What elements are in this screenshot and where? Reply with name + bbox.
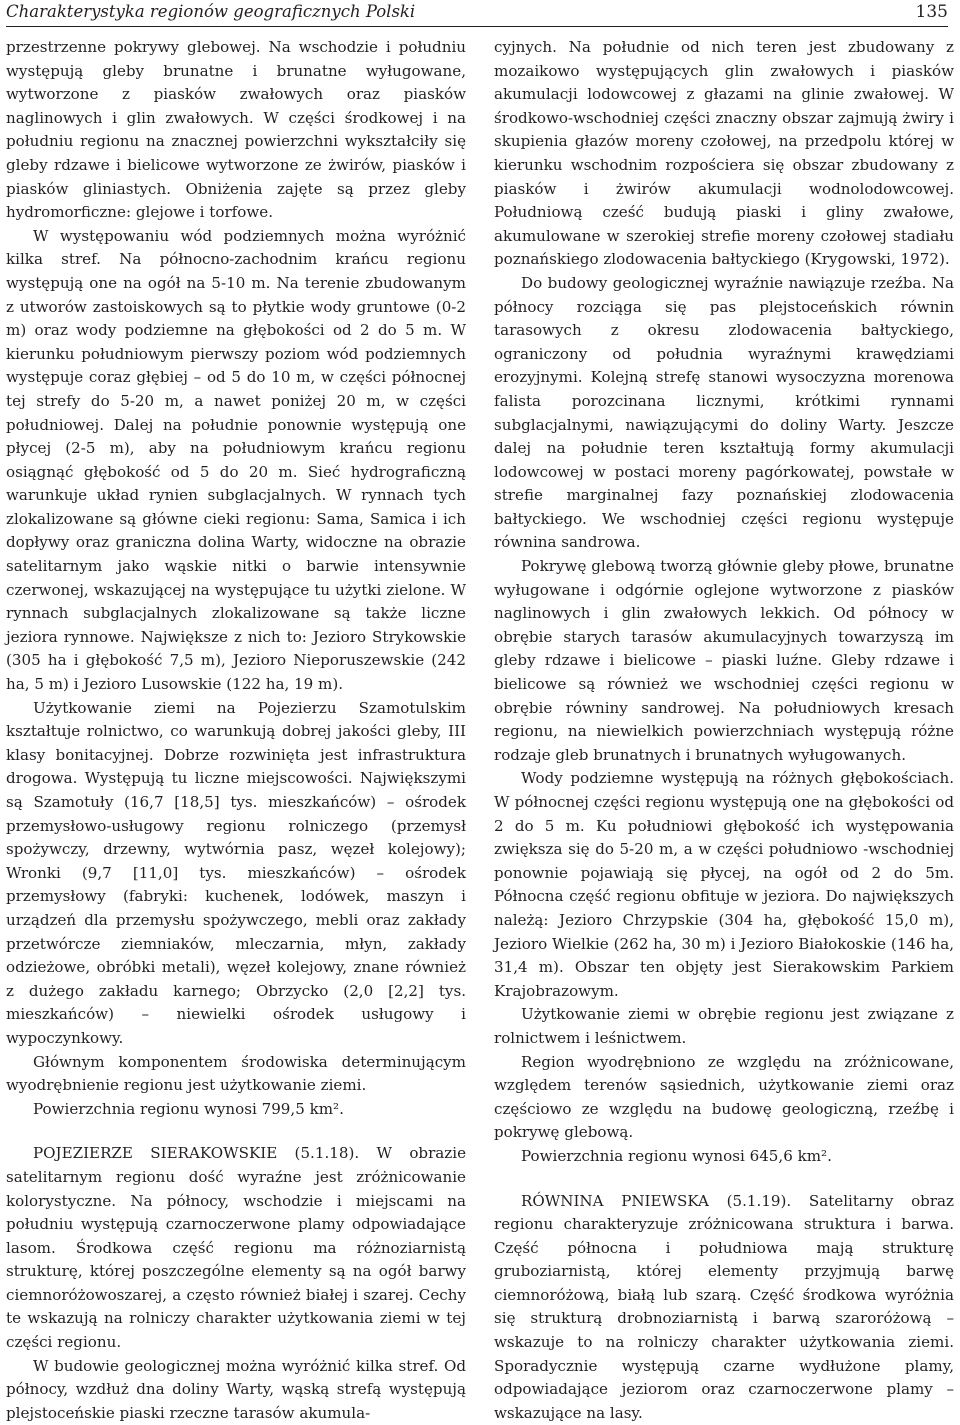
paragraph: Do budowy geologicznej wyraźnie nawiązuje rzeźba. Na północy rozciąga się pas plejstoceńskich równin tarasowych z okresu zlodowacenia bałtyckiego, ograniczony od południa wyraźnymi krawędziami erozyjnymi. Kolejną strefę stanowi wysoczyzna morenowa falista porozcinana licznymi, krótkimi rynnami subglacjalnymi, nawiązującymi do doliny Warty. Jeszcze dalej na południe teren kształtują formy akumulacji lodowcowej w postaci moreny pagórkowatej, powstałe w strefie marginalnej fazy poznańskiej zlodowacenia bałtyckiego. We wschodniej części regionu występuje równina sandrowa.: [494, 272, 954, 555]
paragraph: Wody podziemne występują na różnych głębokościach. W północnej części regionu występują one na głębokości od 2 do 5 m. Ku południowi głębokość ich występowania zwiększa się do 5-20 m, a w części południowo -wschodniej ponownie pojawiają się płycej, na ogół od 2 do 5m. Północna część regionu obfituje w jeziora. Do największych należą: Jezioro Chrzypskie (304 ha, głębokość 15,0 m), Jezioro Wielkie (262 ha, 30 m) i Jezioro Białokoskie (146 ha, 31,4 m). Obszar ten objęty jest Sierakowskim Parkiem Krajobrazowym.: [494, 767, 954, 1003]
paragraph: Region wyodrębniono ze względu na zróżnicowane, względem terenów sąsiednich, użytkowanie ziemi oraz częściowo ze względu na budowę geologiczną, rzeźbę i pokrywę glebową.: [494, 1051, 954, 1145]
header-rule: [6, 26, 948, 27]
paragraph: cyjnych. Na południe od nich teren jest zbudowany z mozaikowo występujących glin zwałowych i piasków akumulacji lodowcowej z głazami na glinie zwałowej. W środkowo-wschodniej części znaczny obszar zajmują żwiry i skupienia głazów moreny czołowej, na przedpolu której w kierunku wschodnim rozpościera się obszar zbudowany z piasków i żwirów akumulacji wodnolodowcowej. Południową cześć budują piaski i gliny zwałowe, akumulowane w szerokiej strefie moreny czołowej stadiału poznańskiego zlodowacenia bałtyckiego (Krygowski, 1972).: [494, 36, 954, 272]
paragraph: W występowaniu wód podziemnych można wyróżnić kilka stref. Na północno-zachodnim krańcu regionu występują one na ogół na 5-10 m. Na terenie zbudowanym z utworów zastoiskowych są to płytkie wody gruntowe (0-2 m) oraz wody podziemne na głębokości od 2 do 5 m. W kierunku południowym pierwszy poziom wód podziemnych występuje coraz głębiej – od 5 do 10 m, w części północnej tej strefy do 5-20 m, a nawet poniżej 20 m, w części południowej. Dalej na południe ponownie występują one płycej (2-5 m), aby na południowym krańcu regionu osiągnąć głębokość od 5 do 20 m. Sieć hydrograficzną warunkuje układ rynien subglacjalnych. W rynnach tych zlokalizowane są główne cieki regionu: Sama, Samica i ich dopływy oraz graniczna dolina Warty, widoczne na obrazie satelitarnym jako wąskie nitki o barwie intensywnie czerwonej, wskazującej na występujące tu użytki zielone. W rynnach subglacjalnych zlokalizowane są także liczne jeziora rynnowe. Największe z nich to: Jezioro Strykowskie (305 ha i głębokość 7,5 m), Jezioro Nieporuszewskie (242 ha, 5 m) i Jezioro Lusowskie (122 ha, 19 m).: [6, 225, 466, 697]
running-header: [6, 0, 948, 28]
left-column: [6, 36, 466, 1425]
paragraph: Użytkowanie ziemi na Pojezierzu Szamotulskim kształtuje rolnictwo, co warunkują dobrej jakości gleby, III klasy bonitacyjnej. Dobrze rozwinięta jest infrastruktura drogowa. Występują tu liczne miejscowości. Największymi są Szamotuły (16,7 [18,5] tys. mieszkańców) – ośrodek przemysłowo-usługowy regionu rolniczego (przemysł spożywczy, drzewny, wytwórnia pasz, węzeł kolejowy); Wronki (9,7 [11,0] tys. mieszkańców) – ośrodek przemysłowy (fabryki: kuchenek, lodówek, maszyn i urządzeń dla przemysłu spożywczego, mebli oraz zakłady przetwórcze ziemniaków, mleczarnia, młyn, zakłady odzieżowe, obróbki metali), węzeł kolejowy, znane również z dużego zakładu karnego; Obrzycko (2,0 [2,2] tys. mieszkańców) – niewielki ośrodek usługowy i wypoczynkowy.: [6, 697, 466, 1051]
paragraph: W budowie geologicznej można wyróżnić kilka stref. Od północy, wzdłuż dna doliny Warty, wąską strefą występują plejstoceńskie piaski rzeczne tarasów akumula-: [6, 1355, 466, 1425]
right-column: [494, 36, 954, 1425]
page-number: 135: [916, 2, 948, 22]
paragraph: Głównym komponentem środowiska determinującym wyodrębnienie regionu jest użytkowanie ziemi.: [6, 1051, 466, 1098]
paragraph-section-rownina-pniewska: RÓWNINA PNIEWSKA (5.1.19). Satelitarny obraz regionu charakteryzuje zróżnicowana struktura i barwa. Część północna i południowa mają strukturę grubοziarnistą, której elementy przyjmują barwę ciemnoróżową, białą lub szarą. Część środkowa wyróżnia się strukturą drobnoziarnistą i barwą szaroróżową – wskazuje to na rolniczy charakter użytkowania ziemi. Sporadycznie występują czarne wydłużone plamy, odpowiadające jeziorom oraz czarnoczerwone plamy – wskazujące na lasy.: [494, 1190, 954, 1425]
paragraph: Powierzchnia regionu wynosi 799,5 km².: [6, 1098, 466, 1122]
paragraph: Użytkowanie ziemi w obrębie regionu jest związane z rolnictwem i leśnictwem.: [494, 1003, 954, 1050]
paragraph: przestrzenne pokrywy glebowej. Na wschodzie i południu występują gleby brunatne i brunatne wyługowane, wytworzone z piasków zwałowych oraz piasków naglinowych i glin zwałowych. W części środkowej i na południu regionu na znacznej powierzchni wykształciły się gleby rdzawe i bielicowe wytworzone ze żwirów, piasków i piasków gliniastych. Obniżenia zajęte są przez gleby hydromorficzne: glejowe i torfowe.: [6, 36, 466, 225]
paragraph: Powierzchnia regionu wynosi 645,6 km².: [494, 1145, 954, 1169]
running-title: Charakterystyka regionów geograficznych Polski: [6, 2, 415, 21]
paragraph-section-pojezierze-sierakowskie: POJEZIERZE SIERAKOWSKIE (5.1.18). W obrazie satelitarnym regionu dość wyraźne jest zróżnicowanie kolorystyczne. Na północy, wschodzie i miejscami na południu występują czarnoczerwone plamy odpowiadające lasom. Środkowa część regionu ma różnoziarnistą strukturę, której poszczególne elementy są na ogół barwy ciemnoróżowoszarej, a często również białej i szarej. Cechy te wskazują na rolniczy charakter użytkowania ziemi w tej części regionu.: [6, 1142, 466, 1354]
paragraph: Pokrywę glebową tworzą głównie gleby płowe, brunatne wyługowane i odgórnie oglejone wytworzone z piasków naglinowych i glin zwałowych lekkich. Od północy w obrębie starych tarasów akumulacyjnych towarzyszą im gleby rdzawe i bielicowe – piaski luźne. Gleby rdzawe i bielicowe są również we wschodniej części regionu w obrębie równiny sandrowej. Na południowych kresach regionu, na niewielkich powierzchniach występują różne rodzaje gleb brunatnych i brunatnych wyługowanych.: [494, 555, 954, 767]
